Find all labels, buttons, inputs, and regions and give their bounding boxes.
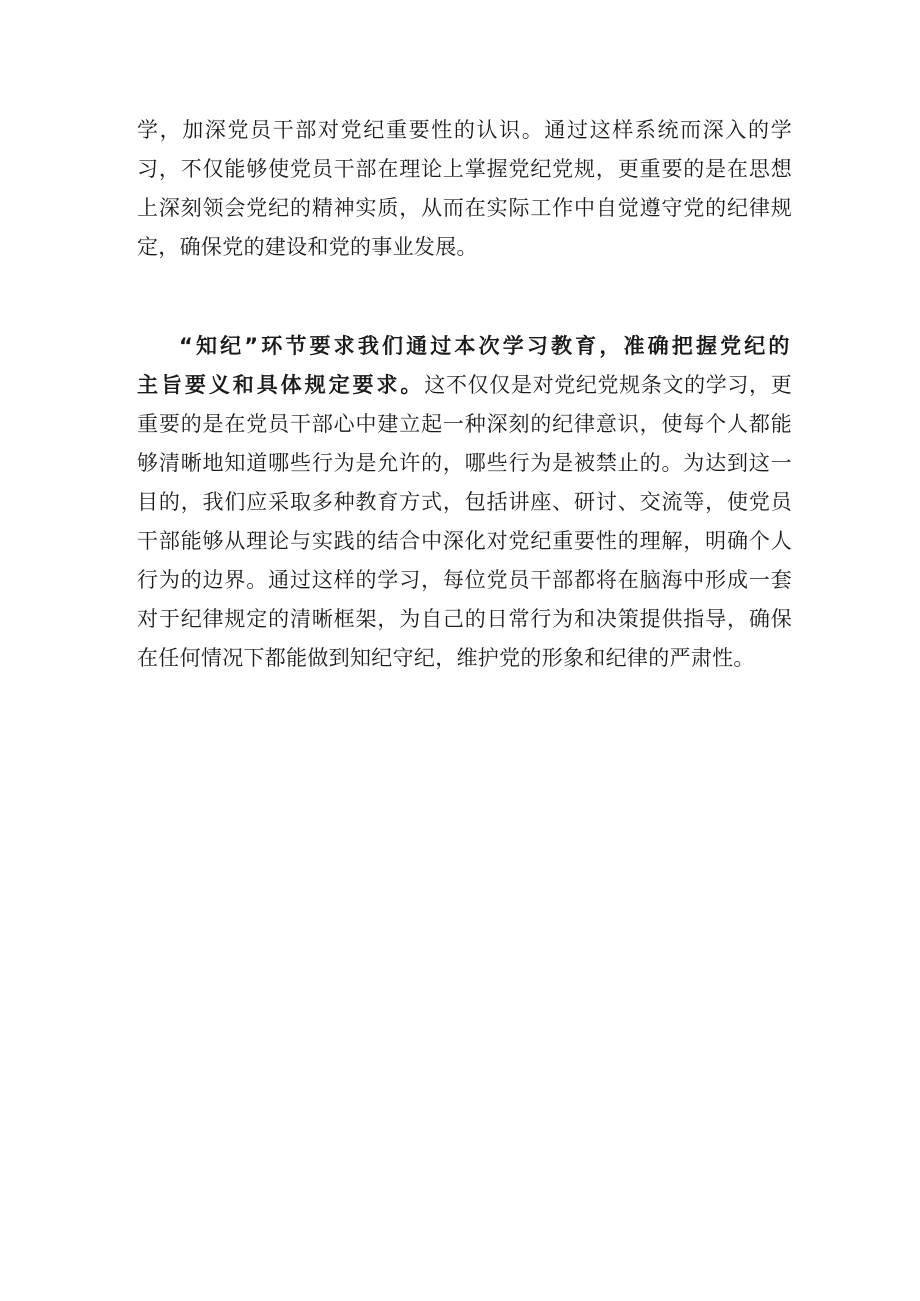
paragraph-1 [137, 111, 792, 267]
paragraph-2 [137, 327, 792, 678]
paragraph-2-emphasis: “知纪”环节要求我们通过本次学习教育，准确把握党纪的主旨要义和具体规定要求。 [137, 334, 792, 397]
paragraph-1-text: 学，加深党员干部对党纪重要性的认识。通过这样系统而深入的学习，不仅能够使党员干部在理论上掌握党纪党规，更重要的是在思想上深刻领会党纪的精神实质，从而在实际工作中自觉遵守党的纪律规定，确保党的建设和党的事业发展。 [137, 118, 792, 259]
paragraph-2-body: 这不仅仅是对党纪党规条文的学习，更重要的是在党员干部心中建立起一种深刻的纪律意识，使每个人都能够清晰地知道哪些行为是允许的，哪些行为是被禁止的。为达到这一目的，我们应采取多种教育方式，包括讲座、研讨、交流等，使党员干部能够从理论与实践的结合中深化对党纪重要性的理解，明确个人行为的边界。通过这样的学习，每位党员干部都将在脑海中形成一套对于纪律规定的清晰框架，为自己的日常行为和决策提供指导，确保在任何情况下都能做到知纪守纪，维护党的形象和纪律的严肃性。 [137, 373, 792, 670]
